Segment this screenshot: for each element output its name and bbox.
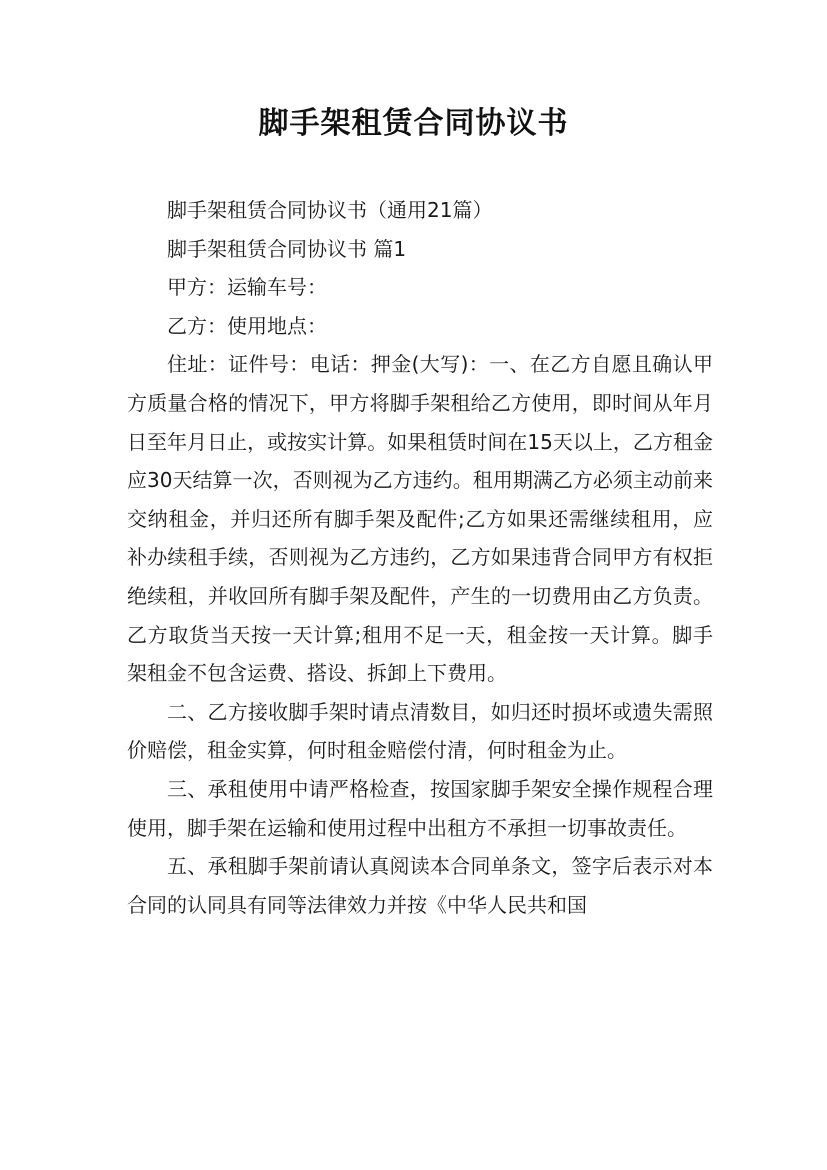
- paragraph-clause-2: 二、乙方接收脚手架时请点清数目，如归还时损坏或遗失需照价赔偿，租金实算，何时租金赔偿付清，何时租金为止。: [127, 699, 713, 763]
- paragraph-clause-5: 五、承租脚手架前请认真阅读本合同单条文，签字后表示对本合同的认同具有同等法律效力并按《中华人民共和国: [127, 854, 713, 917]
- paragraph-clause-3: 三、承租使用中请严格检查，按国家脚手架安全操作规程合理使用，脚手架在运输和使用过程中出租方不承担一切事故责任。: [127, 776, 713, 840]
- paragraph-subtitle: 脚手架租赁合同协议书（通用21篇）: [167, 198, 493, 222]
- paragraph-article-heading: 脚手架租赁合同协议书 篇1: [167, 236, 407, 261]
- document-body: [127, 191, 713, 924]
- paragraph-clause-1: 住址：证件号：电话：押金(大写)：一、在乙方自愿且确认甲方质量合格的情况下，甲方将脚手架租给乙方使用，即时间从年月日至年月日止，或按实计算。如果租赁时间在15天以上，乙方租金应30天结算一次，否则视为乙方违约。租用期满乙方必须主动前来交纳租金，并归还所有脚手架及配件;乙方如果还需继续租用，应补办续租手续，否则视为乙方违约，乙方如果违背合同甲方有权拒绝续租，并收回所有脚手架及配件，产生的一切费用由乙方负责。乙方取货当天按一天计算;租用不足一天，租金按一天计算。脚手架租金不包含运费、搭设、拆卸上下费用。: [127, 352, 713, 686]
- document-title: 脚手架租赁合同协议书: [258, 106, 569, 141]
- paragraph-party-a: 甲方：运输车号：: [167, 275, 327, 300]
- paragraph-party-b: 乙方：使用地点：: [167, 313, 327, 338]
